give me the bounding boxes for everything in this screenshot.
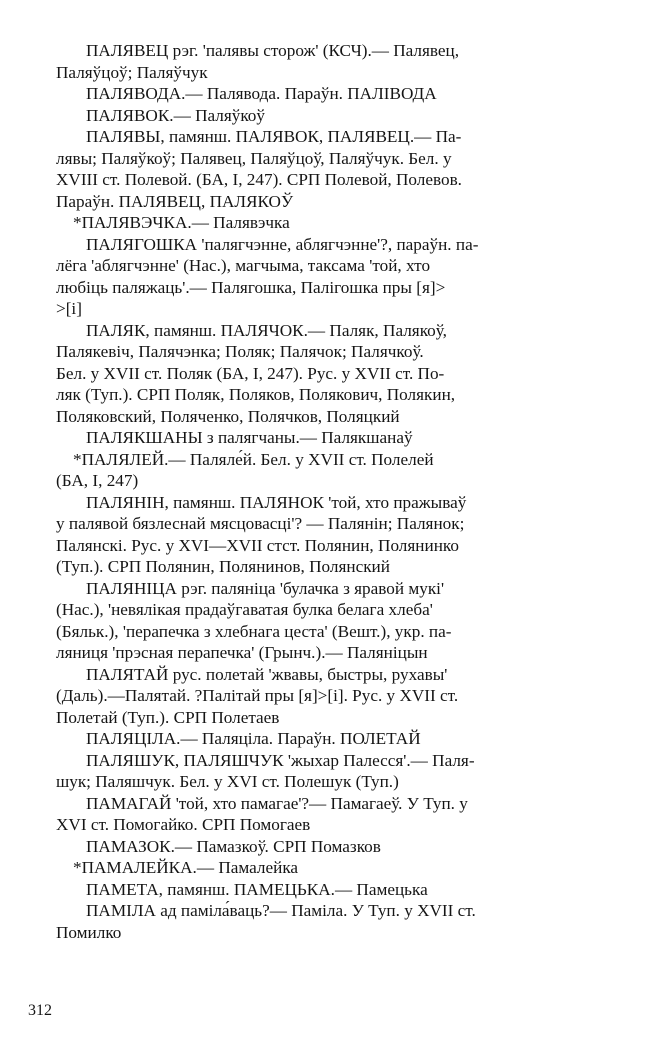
dictionary-entry [56, 105, 616, 127]
entry-line: любіць паляжаць'.— Палягошка, Палігошка пры [я]> [56, 277, 446, 297]
entry-line: ПАЛЯЦІЛА.— Паляціла. Параўн. ПОЛЕТАЙ [86, 729, 421, 748]
entry-line: ПАЛЯКШАНЫ з палягчаны.— Палякшанаў [86, 428, 413, 447]
dictionary-entry [56, 427, 616, 449]
dictionary-entry [56, 750, 616, 793]
entry-line: ПАЛЯВЕЦ рэг. 'палявы сторож' (КСЧ).— Палявец, [86, 41, 460, 60]
entry-line: *ПАЛЯВЭЧКА.— Палявэчка [73, 213, 290, 232]
dictionary-entry [56, 664, 616, 729]
entry-line: лёга 'аблягчэнне' (Нас.), магчыма, таксама 'той, хто [56, 256, 431, 275]
entry-line: лявы; Паляўкоў; Палявец, Паляўцоў, Паляўчук. Бел. у [56, 148, 452, 168]
entry-line: Палянскі. Рус. у XVI—XVII стст. Полянин, Полянинко [56, 535, 459, 555]
entry-line: ПАЛЯГОШКА 'палягчэнне, аблягчэнне'?, параўн. па- [86, 234, 479, 254]
dictionary-entry [56, 793, 616, 836]
entry-line: ПАМІЛА ад паміла́ваць?— Паміла. У Туп. у XVII ст. [86, 901, 476, 920]
entry-line: у палявой бязлеснай мясцовасці'? — Палянін; Палянок; [56, 514, 465, 533]
entry-line: *ПАМАЛЕЙКА.— Памалейка [73, 858, 299, 877]
dictionary-entry [56, 879, 616, 901]
entry-line: ПАМАЗОК.— Памазкоў. СРП Помазков [86, 836, 381, 856]
entry-line: (Нас.), 'невялікая прадаўгаватая булка белага хлеба' [56, 600, 433, 619]
entry-line: ляк (Туп.). СРП Поляк, Поляков, Полякович, Полякин, [56, 385, 456, 404]
entry-line: Помилко [56, 922, 122, 942]
entry-line: ПАЛЯК, памянш. ПАЛЯЧОК.— Паляк, Палякоў, [86, 320, 447, 340]
entry-line: ПАЛЯВЫ, памянш. ПАЛЯВОК, ПАЛЯВЕЦ.— Па- [86, 127, 462, 146]
entry-line: >[i] [56, 299, 82, 318]
entry-line: ПАМАГАЙ 'той, хто памагае'?— Памагаеў. У Туп. у [86, 793, 468, 813]
entry-line: (Туп.). СРП Полянин, Полянинов, Полянский [56, 557, 390, 576]
dictionary-page [56, 40, 616, 943]
dictionary-entry [56, 900, 616, 943]
entry-line: Бел. у XVII ст. Поляк (БА, I, 247). Рус. у XVII ст. По- [56, 363, 445, 383]
entry-line: Полетай (Туп.). СРП Полетаев [56, 707, 280, 727]
entry-line: ПАЛЯТАЙ рус. полетай 'жвавы, быстры, рухавы' [86, 664, 448, 684]
entry-line: ляниця 'прэсная перапечка' (Грынч.).— Паляніцын [56, 643, 428, 662]
dictionary-entry [56, 83, 616, 105]
entry-line: ПАЛЯШУК, ПАЛЯШЧУК 'жыхар Палесся'.— Паля- [86, 750, 475, 770]
entry-line: ПАЛЯНІЦА рэг. паляніца 'булачка з яравой мукі' [86, 578, 445, 598]
entry-line: XVIII ст. Полевой. (БА, I, 247). СРП Полевой, Полевов. [56, 170, 462, 189]
entry-line: Поляковский, Поляченко, Полячков, Поляцкий [56, 406, 400, 426]
entry-line: ПАЛЯВОДА.— Палявода. Параўн. ПАЛІВОДА [86, 84, 437, 103]
entry-line: *ПАЛЯЛЕЙ.— Паляле́й. Бел. у XVII ст. Полелей [73, 449, 434, 469]
entry-line: Паляўцоў; Паляўчук [56, 62, 208, 82]
dictionary-entry [56, 126, 616, 212]
entry-line: Палякевіч, Палячэнка; Поляк; Палячок; Палячкоў. [56, 342, 424, 361]
dictionary-entry [56, 320, 616, 428]
dictionary-entry [56, 728, 616, 750]
entry-line: шук; Паляшчук. Бел. у XVI ст. Полешук (Туп.) [56, 772, 399, 791]
entry-line: (БА, I, 247) [56, 471, 139, 490]
entry-line: (Бяльк.), 'перапечка з хлебнага цеста' (Вешт.), укр. па- [56, 621, 452, 641]
entry-line: XVI ст. Помогайко. СРП Помогаев [56, 815, 311, 834]
dictionary-entry [56, 578, 616, 664]
entry-line: ПАЛЯВОК.— Паляўкоў [86, 105, 265, 125]
page-number: 312 [28, 1002, 52, 1019]
entry-line: ПАЛЯНІН, памянш. ПАЛЯНОК 'той, хто пражываў [86, 492, 467, 512]
dictionary-entry [56, 234, 616, 320]
dictionary-entry [56, 836, 616, 858]
dictionary-entry [56, 492, 616, 578]
entry-line: ПАМЕТА, памянш. ПАМЕЦЬКА.— Памецька [86, 879, 428, 899]
entry-line: (Даль).—Палятай. ?Палітай пры [я]>[i]. Рус. у XVII ст. [56, 686, 459, 705]
dictionary-entry [56, 212, 616, 234]
dictionary-entry [56, 449, 616, 492]
dictionary-entry [56, 40, 616, 83]
dictionary-entry [56, 857, 616, 879]
entry-line: Параўн. ПАЛЯВЕЦ, ПАЛЯКОЎ [56, 191, 294, 211]
